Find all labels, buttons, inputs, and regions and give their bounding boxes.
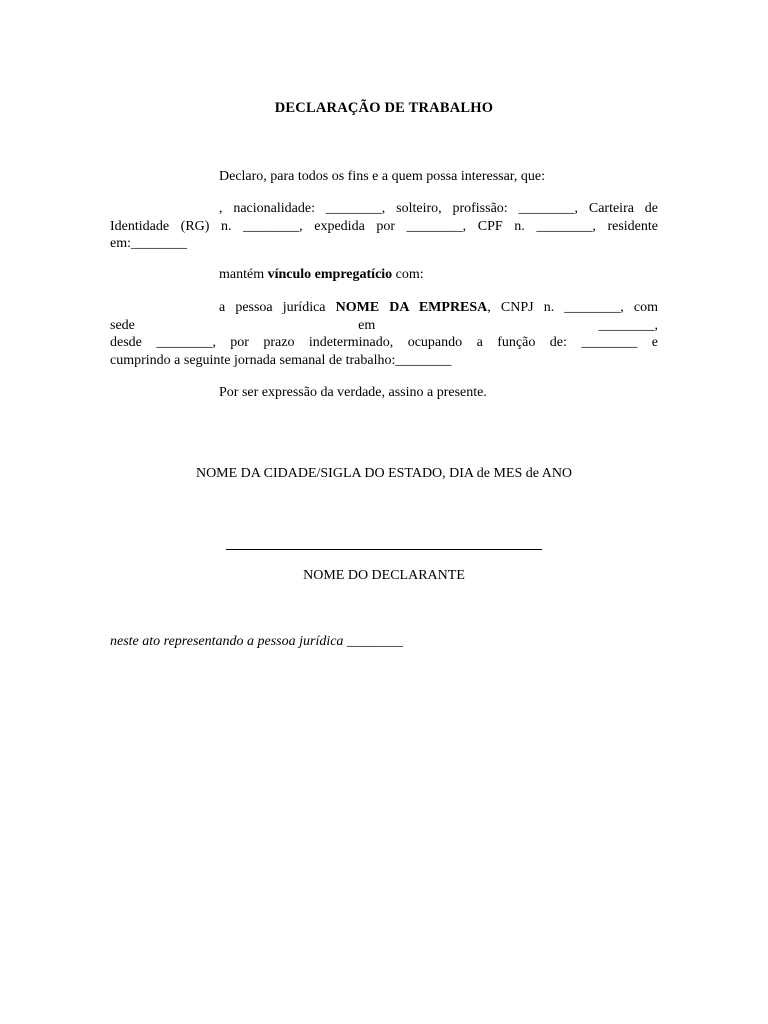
identification-line-1: , nacionalidade: ________, solteiro, profissão: ________, Carteira de: [219, 201, 658, 216]
vinculo-suffix: com:: [392, 267, 424, 282]
representando-line: [110, 634, 403, 650]
empresa-prefix: a pessoa jurídica: [219, 300, 336, 315]
empresa-name: NOME DA EMPRESA: [335, 300, 488, 315]
empresa-line-3: desde ________, por prazo indeterminado, ocupando a função de: ________ e: [110, 335, 658, 350]
empresa-line-2-sede: sede: [110, 317, 135, 333]
empresa-line-1: [110, 299, 658, 317]
intro-paragraph: [110, 168, 658, 186]
declarante-name: NOME DO DECLARANTE: [303, 568, 465, 583]
empresa-line-2-blank: ________,: [598, 317, 658, 333]
identification-paragraph: [110, 200, 658, 253]
identification-line-2: Identidade (RG) n. ________, expedida por ________, CPF n. ________, residente: [110, 218, 658, 234]
document-title: DECLARAÇÃO DE TRABALHO: [274, 100, 494, 116]
city-date-line: NOME DA CIDADE/SIGLA DO ESTADO, DIA de MES de ANO: [195, 466, 573, 481]
verdade-text: Por ser expressão da verdade, assino a presente.: [219, 385, 487, 400]
identification-line-3: em:________: [110, 236, 187, 251]
empresa-line-2: [110, 317, 658, 335]
representando-text: neste ato representando a pessoa jurídica: [110, 634, 344, 649]
intro-text: Declaro, para todos os fins e a quem possa interessar, que:: [219, 169, 546, 184]
representando-blank: ________: [343, 634, 403, 649]
vinculo-prefix: mantém: [219, 267, 268, 282]
empresa-line-2-em: em: [358, 317, 376, 333]
empresa-line-4: cumprindo a seguinte jornada semanal de trabalho:________: [110, 352, 452, 368]
verdade-paragraph: [110, 384, 658, 402]
vinculo-paragraph: [110, 266, 658, 284]
empresa-line-1-suffix: , CNPJ n. ________, com: [487, 300, 659, 315]
empresa-paragraph: [110, 299, 658, 369]
vinculo-bold: vínculo empregatício: [267, 267, 393, 282]
signature-line: [226, 549, 542, 550]
